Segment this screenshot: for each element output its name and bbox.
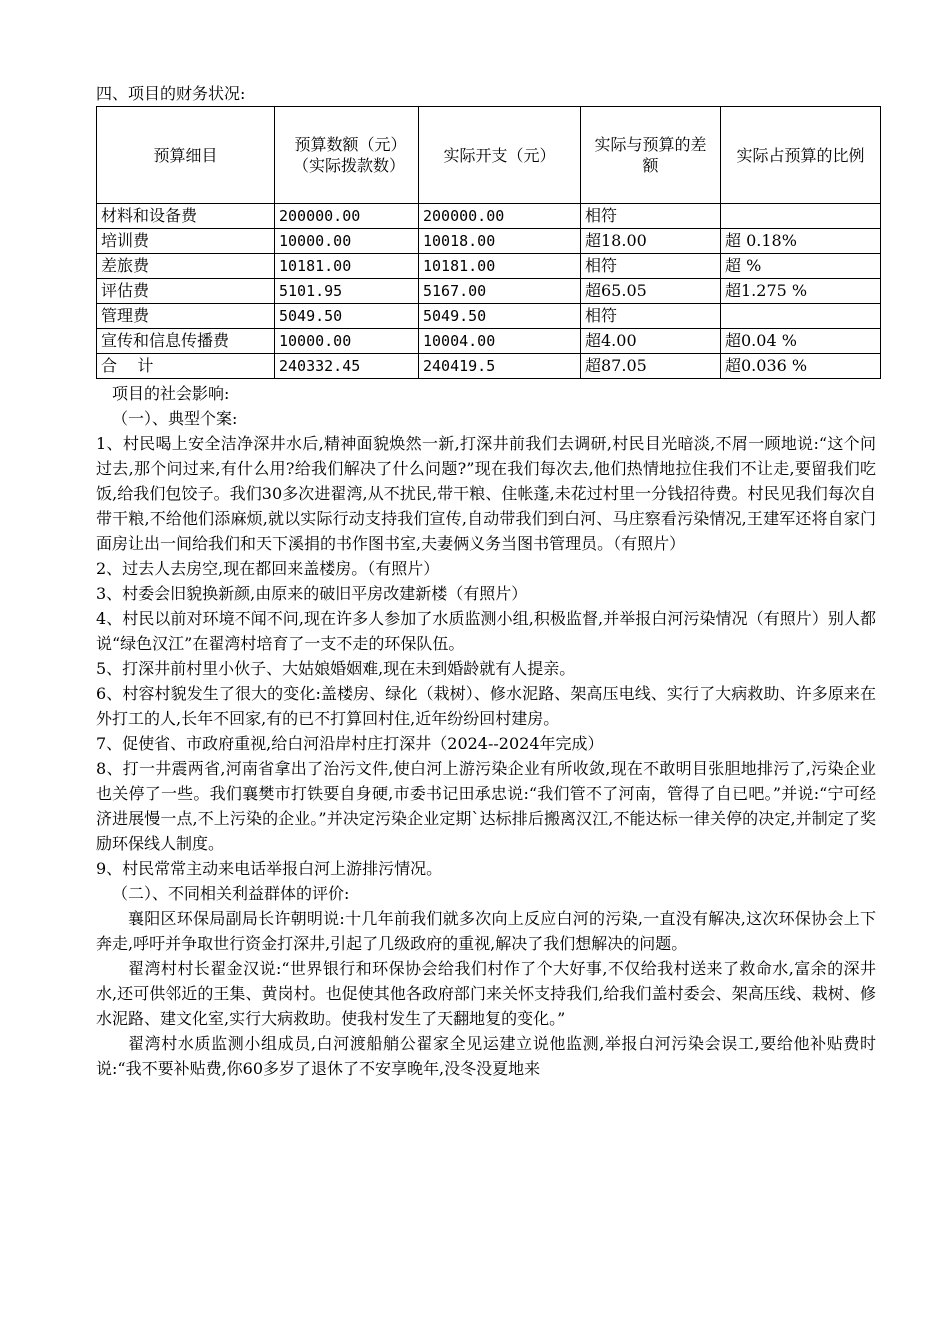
cell-ratio: 超0.04 %	[721, 329, 881, 354]
header-budget-item: 预算细目	[97, 107, 275, 204]
table-row	[97, 279, 881, 304]
cell-ratio: 超0.036 %	[721, 354, 881, 379]
header-budget-amount: 预算数额（元）（实际拨款数）	[275, 107, 419, 204]
finance-table	[96, 106, 881, 379]
cell-actual: 5167.00	[419, 279, 581, 304]
case-paragraph: 4、村民以前对环境不闻不问,现在许多人参加了水质监测小组,积极监督,并举报白河污染情况（有照片）别人都说“绿色汉江”在翟湾村培育了一支不走的环保队伍。	[96, 609, 876, 653]
cell-actual: 10181.00	[419, 254, 581, 279]
evaluation-paragraph: 翟湾村村长翟金汉说:“世界银行和环保协会给我们村作了个大好事,不仅给我村送来了救命水,富余的深井水,还可供邻近的王集、黄岗村。也促使其他各政府部门来关怀支持我们,给我们盖村委会、架高压线、栽树、修水泥路、建文化室,实行大病救助。使我村发生了天翻地复的变化。”	[96, 959, 876, 1028]
cell-actual: 200000.00	[419, 204, 581, 229]
cell-budget: 5049.50	[275, 304, 419, 329]
header-actual-spend: 实际开支（元）	[419, 107, 581, 204]
table-row	[97, 204, 881, 229]
cell-diff: 相符	[581, 204, 721, 229]
document-page	[96, 84, 876, 1081]
cell-actual: 240419.5	[419, 354, 581, 379]
table-row	[97, 329, 881, 354]
body-text	[96, 381, 876, 1081]
cell-ratio	[721, 304, 881, 329]
cell-diff: 相符	[581, 304, 721, 329]
case-paragraph: 5、打深井前村里小伙子、大姑娘婚姻难,现在未到婚龄就有人提亲。	[96, 659, 576, 678]
cell-actual: 10004.00	[419, 329, 581, 354]
cell-budget: 10181.00	[275, 254, 419, 279]
cell-budget: 240332.45	[275, 354, 419, 379]
cell-ratio: 超1.275 %	[721, 279, 881, 304]
cell-diff: 超87.05	[581, 354, 721, 379]
cell-budget: 10000.00	[275, 329, 419, 354]
table-total-row	[97, 354, 881, 379]
table-row	[97, 304, 881, 329]
cell-item: 材料和设备费	[97, 204, 275, 229]
case-paragraph: 7、促使省、市政府重视,给白河沿岸村庄打深井（2024--2024年完成）	[96, 734, 604, 753]
cell-item: 宣传和信息传播费	[97, 329, 275, 354]
evaluation-paragraph: 襄阳区环保局副局长许朝明说:十几年前我们就多次向上反应白河的污染,一直没有解决,这次环保协会上下奔走,呼吁并争取世行资金打深井,引起了几级政府的重视,解决了我们想解决的问题。	[96, 909, 876, 953]
table-row	[97, 229, 881, 254]
header-difference: 实际与预算的差额	[581, 107, 721, 204]
case-paragraph: 3、村委会旧貌换新颜,由原来的破旧平房改建新楼（有照片）	[96, 584, 528, 603]
case-paragraph: 9、村民常常主动来电话举报白河上游排污情况。	[96, 859, 443, 878]
case-paragraph: 2、过去人去房空,现在都回来盖楼房。（有照片）	[96, 559, 440, 578]
cell-actual: 10018.00	[419, 229, 581, 254]
cell-diff: 超4.00	[581, 329, 721, 354]
cell-item: 合 计	[97, 354, 275, 379]
cell-item: 差旅费	[97, 254, 275, 279]
subsection-evaluations: （二）、不同相关利益群体的评价:	[112, 884, 350, 903]
section-title: 四、项目的财务状况:	[96, 84, 246, 103]
cell-ratio: 超 %	[721, 254, 881, 279]
cell-ratio	[721, 204, 881, 229]
cell-item: 培训费	[97, 229, 275, 254]
header-ratio: 实际占预算的比例	[721, 107, 881, 204]
case-paragraph: 8、打一井震两省,河南省拿出了治污文件,使白河上游污染企业有所收敛,现在不敢明目张胆地排污了,污染企业也关停了一些。我们襄樊市打铁要自身硬,市委书记田承忠说:“我们管不了河南，管得了自已吧。”并说:“宁可经济进展慢一点,不上污染的企业。”并决定污染企业定期`达标排后搬离汉江,不能达标一律关停的决定,并制定了奖励环保线人制度。	[96, 759, 876, 853]
cell-item: 管理费	[97, 304, 275, 329]
cell-budget: 200000.00	[275, 204, 419, 229]
case-paragraph: 6、村容村貌发生了很大的变化:盖楼房、绿化（栽树）、修水泥路、架高压电线、实行了大病救助、许多原来在外打工的人,长年不回家,有的已不打算回村住,近年纷纷回村建房。	[96, 684, 876, 728]
cell-budget: 5101.95	[275, 279, 419, 304]
cell-budget: 10000.00	[275, 229, 419, 254]
table-header-row	[97, 107, 881, 204]
cell-diff: 超18.00	[581, 229, 721, 254]
cell-item: 评估费	[97, 279, 275, 304]
cell-actual: 5049.50	[419, 304, 581, 329]
social-impact-title: 项目的社会影响:	[112, 384, 230, 403]
cell-ratio: 超 0.18%	[721, 229, 881, 254]
evaluation-paragraph: 翟湾村水质监测小组成员,白河渡船艄公翟家全见运建立说他监测,举报白河污染会误工,要给他补贴费时说:“我不要补贴费,你60多岁了退休了不安享晚年,没冬没夏地来	[96, 1034, 876, 1078]
case-paragraph: 1、村民喝上安全洁净深井水后,精神面貌焕然一新,打深井前我们去调研,村民目光暗淡,不屑一顾地说:“这个问过去,那个问过来,有什么用?给我们解决了什么问题?”现在我们每次去,他们热情地拉住我们不让走,要留我们吃饭,给我们包饺子。我们30多次进翟湾,从不扰民,带干粮、住帐蓬,未花过村里一分钱招待费。村民见我们每次自带干粮,不给他们添麻烦,就以实际行动支持我们宣传,自动带我们到白河、马庄察看污染情况,王建军还将自家门面房让出一间给我们和天下溪捐的书作图书室,夫妻俩义务当图书管理员。（有照片）	[96, 434, 876, 553]
subsection-typical-cases: （一）、典型个案:	[112, 409, 238, 428]
table-row	[97, 254, 881, 279]
cell-diff: 超65.05	[581, 279, 721, 304]
cell-diff: 相符	[581, 254, 721, 279]
